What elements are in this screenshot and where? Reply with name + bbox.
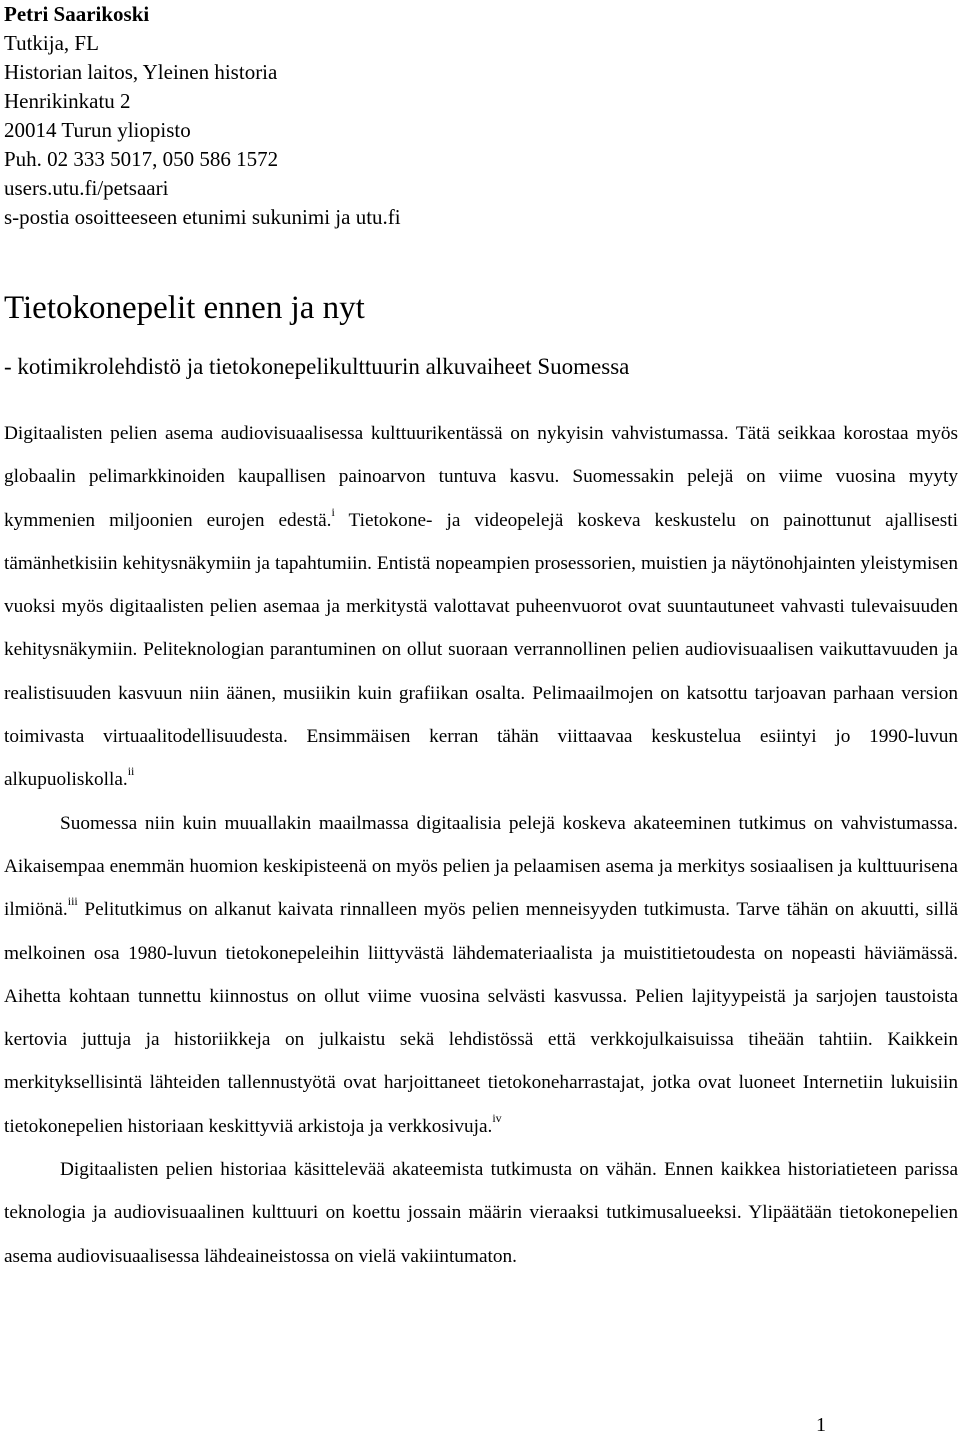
author-detail-line: Tutkija, FL <box>4 31 99 55</box>
body-paragraph <box>4 1148 958 1278</box>
paragraph-text: Pelitutkimus on alkanut kaivata rinnalleen myös pelien menneisyyden tutkimusta. Tarve tähän on akuutti, sillä melkoinen osa 1980-luvun tietokonepeleihin liittyvästä lähdemateriaalista ja muistitietoudesta on nopeasti häviämässä. Aihetta kohtaan tunnettu kiinnostus on ollut viime vuosina selvästi kasvussa. Pelien lajityypeistä ja sarjojen taustoista kertovia juttuja ja historiikkeja on julkaistu sekä lehdistössä että verkkojulkaisuissa tiheään tahtiin. Kaikkein merkityksellisintä lähteiden tallennustyötä ovat harjoittaneet tietokoneharrastajat, jotka ovat luoneet Internetiin lukuisiin tietokonepelien historiaan keskittyviä arkistoja ja verkkosivuja. <box>4 899 958 1137</box>
author-header <box>4 0 401 232</box>
body-paragraph <box>4 412 958 802</box>
document-subtitle: - kotimikrolehdistö ja tietokonepelikulttuurin alkuvaiheet Suomessa <box>4 354 630 379</box>
author-detail-line: users.utu.fi/petsaari <box>4 176 169 200</box>
author-detail-line: 20014 Turun yliopisto <box>4 118 191 142</box>
page-number: 1 <box>816 1414 826 1436</box>
body-text <box>4 412 958 1278</box>
footnote-marker: iv <box>492 1110 502 1125</box>
author-detail-line: s-postia osoitteeseen etunimi sukunimi ja utu.fi <box>4 205 401 229</box>
author-detail-line: Puh. 02 333 5017, 050 586 1572 <box>4 147 279 171</box>
paragraph-text: Digitaalisten pelien historiaa käsittelevää akateemista tutkimusta on vähän. Ennen kaikkea historiatieteen parissa teknologia ja audiovisuaalinen kulttuuri on koettu jossain määrin vieraaksi tutkimusalueeksi. Ylipäätään tietokonepelien asema audiovisuaalisessa lähdeaineistossa on vielä vakiintumaton. <box>4 1159 958 1267</box>
document-title: Tietokonepelit ennen ja nyt <box>4 290 365 326</box>
author-detail-line: Henrikinkatu 2 <box>4 89 131 113</box>
author-name: Petri Saarikoski <box>4 2 150 26</box>
paragraph-text: Suomessa niin kuin muuallakin maailmassa digitaalisia pelejä koskeva akateeminen tutkimus on vahvistumassa. Aikaisempaa enemmän huomion keskipisteenä on myös pelien ja pelaamisen asema ja merkitys sosiaalisen ja kulttuurisena ilmiönä. <box>4 812 958 921</box>
paragraph-text: Digitaalisten pelien asema audiovisuaalisessa kulttuurikentässä on nykyisin vahvistumassa. Tätä seikkaa korostaa myös globaalin pelimarkkinoiden kaupallisen painoarvon tuntuva kasvu. Suomessakin pelejä on viime vuosina myyty kymmenien miljoonien eurojen edestä. <box>4 423 958 531</box>
footnote-marker: i <box>331 504 335 519</box>
author-detail-line: Historian laitos, Yleinen historia <box>4 60 278 84</box>
footnote-marker: ii <box>127 764 135 779</box>
paragraph-text: Tietokone- ja videopelejä koskeva keskustelu on painottunut ajallisesti tämänhetkisiin kehitysnäkymiin ja tapahtumiin. Entistä nopeampien prosessorien, muistien ja näytönohjainten yleistymisen vuoksi myös digitaalisten pelien asemaa ja merkitystä valottavat puheenvuorot ovat suuntautuneet vahvasti tulevaisuuden kehitysnäkymiin. Peliteknologian parantuminen on ollut suoraan verrannollinen pelien audiovisuaalisen vaikuttavuuden ja realistisuuden kasvuun niin äänen, musiikin kuin grafiikan osalta. Pelimaailmojen on katsottu tarjoavan parhaan version toimivasta virtuaalitodellisuudesta. Ensimmäisen kerran tähän viittaavaa keskustelua esiintyi jo 1990-luvun alkupuoliskolla. <box>4 509 958 791</box>
footnote-marker: iii <box>67 894 78 909</box>
body-paragraph <box>4 802 958 1148</box>
